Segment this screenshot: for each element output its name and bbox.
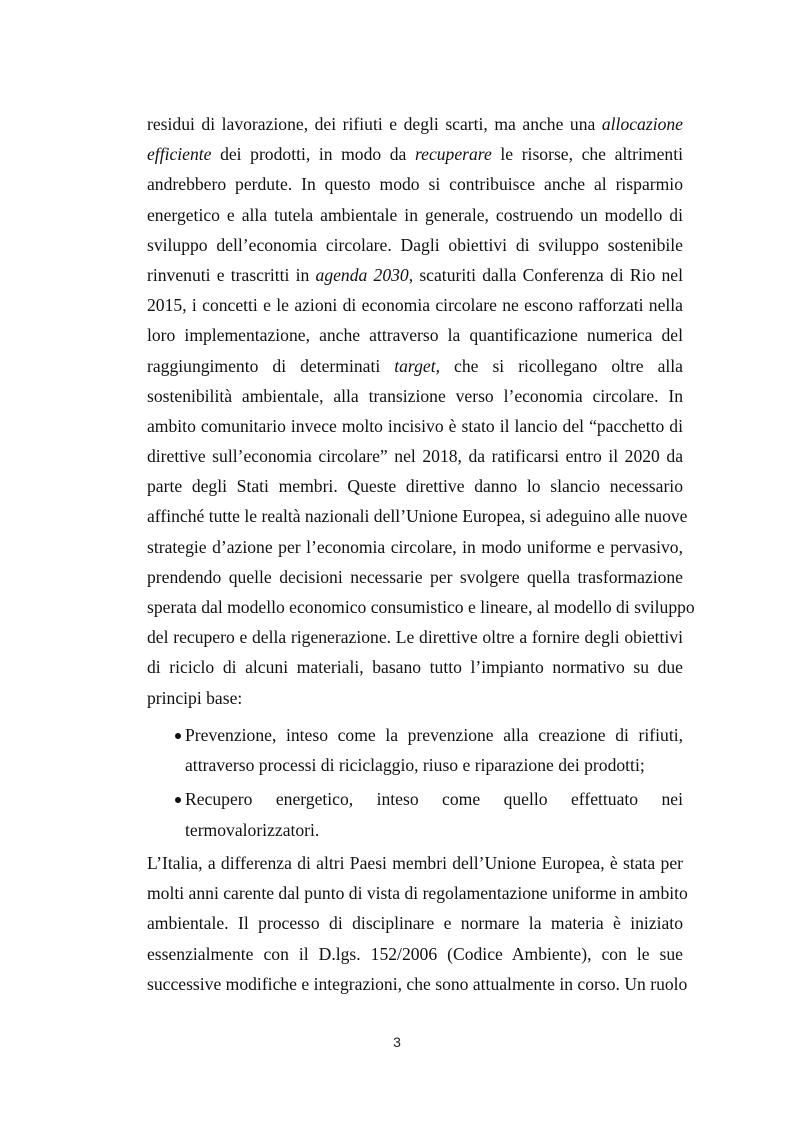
bullet-line: attraverso processi di riciclaggio, riuso e riparazione dei prodotti;: [185, 755, 645, 776]
paragraph-line: energetico e alla tutela ambientale in generale, costruendo un modello di: [147, 204, 683, 225]
paragraph-line: sperata dal modello economico consumistico e lineare, al modello di sviluppo: [147, 597, 695, 617]
bullet-dot-icon: [175, 797, 181, 803]
bullet-item: [147, 784, 683, 844]
paragraph-line: molti anni carente dal punto di vista di regolamentazione uniforme in ambito: [147, 883, 688, 904]
paragraph-line: efficiente dei prodotti, in modo da recuperare le risorse, che altrimenti: [147, 144, 683, 165]
paragraph-line: del recupero e della rigenerazione. Le direttive oltre a fornire degli obiettivi: [147, 627, 683, 648]
paragraph-line: raggiungimento di determinati target, che si ricollegano oltre alla: [147, 355, 683, 376]
bullet-line: termovalorizzatori.: [185, 819, 320, 840]
italic-term: allocazione: [601, 114, 683, 134]
paragraph-1: [147, 109, 695, 713]
italic-term: recuperare: [414, 144, 492, 165]
paragraph-line: rinvenuti e trascritti in agenda 2030, scaturiti dalla Conferenza di Rio nel: [147, 264, 683, 285]
italic-term: agenda 2030: [315, 264, 409, 285]
paragraph-line: strategie d’azione per l’economia circolare, in modo uniforme e pervasivo,: [147, 536, 683, 557]
bullet-list: [147, 720, 683, 849]
italic-term: target: [394, 355, 436, 376]
page-number: 3: [393, 1034, 401, 1050]
paragraph-line: prendendo quelle decisioni necessarie per svolgere quella trasformazione: [147, 566, 683, 587]
bullet-item: [147, 720, 683, 780]
paragraph-line: 2015, i concetti e le azioni di economia circolare ne escono rafforzati nella: [147, 295, 683, 316]
bullet-line: Prevenzione, inteso come la prevenzione alla creazione di rifiuti,: [185, 725, 683, 745]
paragraph-line: loro implementazione, anche attraverso la quantificazione numerica del: [147, 325, 683, 346]
italic-term: efficiente: [147, 144, 212, 165]
bullet-line: Recupero energetico, inteso come quello effettuato nei: [185, 789, 683, 810]
paragraph-line: ambito comunitario invece molto incisivo è stato il lancio del “pacchetto di: [147, 415, 683, 436]
paragraph-line: essenzialmente con il D.lgs. 152/2006 (Codice Ambiente), con le sue: [147, 943, 683, 964]
paragraph-line: residui di lavorazione, dei rifiuti e degli scarti, ma anche una allocazione: [147, 114, 683, 134]
bullet-dot-icon: [175, 733, 181, 739]
paragraph-line: ambientale. Il processo di disciplinare e normare la materia è iniziato: [147, 913, 683, 934]
paragraph-line: affinché tutte le realtà nazionali dell’Unione Europea, si adeguino alle nuove: [147, 506, 688, 527]
paragraph-line: direttive sull’economia circolare” nel 2018, da ratificarsi entro il 2020 da: [147, 446, 683, 467]
paragraph-2: [147, 848, 688, 999]
paragraph-line: L’Italia, a differenza di altri Paesi membri dell’Unione Europea, è stata per: [147, 853, 683, 873]
paragraph-line: parte degli Stati membri. Queste direttive danno lo slancio necessario: [147, 476, 683, 497]
paragraph-line: sostenibilità ambientale, alla transizione verso l’economia circolare. In: [147, 385, 683, 406]
paragraph-line: andrebbero perdute. In questo modo si contribuisce anche al risparmio: [147, 174, 683, 195]
paragraph-line: sviluppo dell’economia circolare. Dagli obiettivi di sviluppo sostenibile: [147, 234, 683, 255]
paragraph-line: principi base:: [147, 687, 243, 708]
paragraph-line: di riciclo di alcuni materiali, basano tutto l’impianto normativo su due: [147, 657, 683, 678]
paragraph-line: successive modifiche e integrazioni, che sono attualmente in corso. Un ruolo: [147, 973, 688, 994]
